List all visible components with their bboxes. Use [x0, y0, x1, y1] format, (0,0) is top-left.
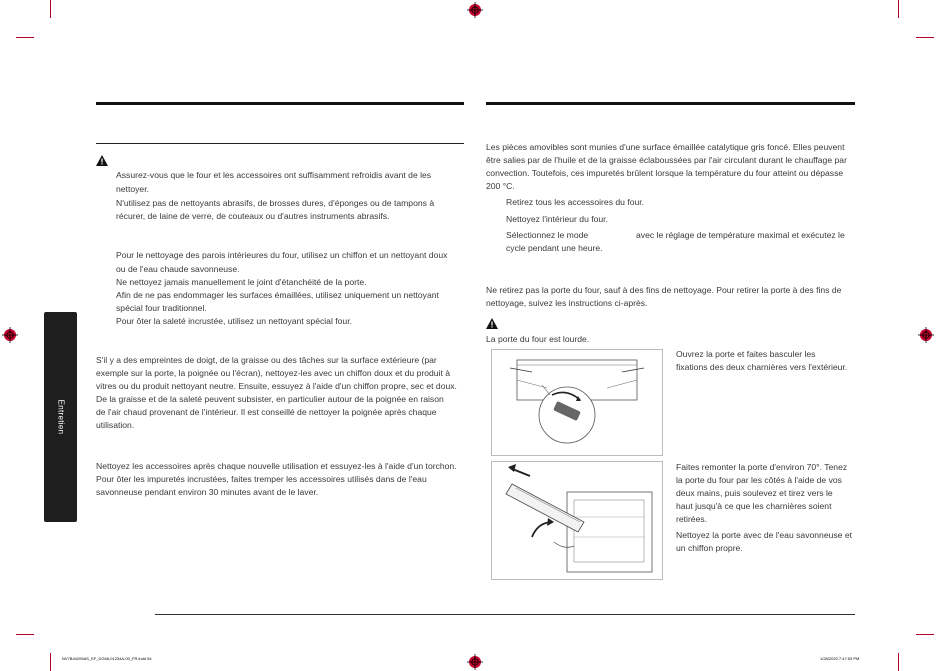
exterior-line: vitres ou du produit nettoyant neutre. Ensuite, essuyez à l'aide d'un chiffon propre, sec et doux.	[96, 381, 457, 391]
interior-line: spécial four traditionnel.	[116, 303, 207, 313]
warning-line: Assurez-vous que le four et les accessoires ont suffisamment refroidis avant de les	[116, 170, 432, 180]
side-tab	[44, 312, 77, 522]
fig2-text-line: un chiffon propre.	[676, 543, 743, 553]
registration-mark-icon	[918, 327, 934, 343]
step-3-end: avec le réglage de température maximal et exécutez le	[636, 230, 845, 240]
registration-mark-icon	[2, 327, 18, 343]
interior-line: Pour le nettoyage des parois intérieures du four, utilisez un chiffon et un nettoyant doux	[116, 250, 448, 260]
crop-mark	[898, 653, 899, 671]
crop-mark	[898, 0, 899, 18]
fig1-text-line: Ouvrez la porte et faites basculer les	[676, 349, 816, 359]
registration-mark-icon	[467, 654, 483, 670]
step-3-start: Sélectionnez le mode	[506, 230, 589, 240]
fig2-text-line: Nettoyez la porte avec de l'eau savonneuse et	[676, 530, 853, 540]
exterior-line: utilisation.	[96, 420, 135, 430]
footer-date: 1/28/2020 7:47:53 PM	[820, 656, 860, 661]
fig2-text-line: la porte du four par les côtés à l'aide de vos	[676, 475, 842, 485]
interior-line: ou de l'eau chaude savonneuse.	[116, 264, 240, 274]
step-2: Nettoyez l'intérieur du four.	[506, 214, 608, 224]
interior-line: Afin de ne pas endommager les surfaces émaillées, utilisez uniquement un nettoyant	[116, 290, 439, 300]
fig2-text-line: Faites remonter la porte d'environ 70°. Tenez	[676, 462, 848, 472]
crop-mark	[50, 653, 51, 671]
fig2-text-line: haut jusqu'à ce que les charnières soient	[676, 501, 832, 511]
fig2-text-line: deux mains, puis soulevez et tirez vers le	[676, 488, 833, 498]
interior-line: Pour ôter la saleté incrustée, utilisez un nettoyant spécial four.	[116, 316, 352, 326]
warning-icon	[96, 155, 108, 166]
accessories-line: savonneuse pendant environ 30 minutes avant de le laver.	[96, 487, 319, 497]
exterior-line: De la graisse et de la saleté peuvent subsister, en particulier autour de la poignée en raison	[96, 394, 444, 404]
warning-line: N'utilisez pas de nettoyants abrasifs, de brosses dures, d'éponges ou de tampons à	[116, 198, 435, 208]
crop-mark	[50, 0, 51, 18]
section-rule	[96, 102, 464, 105]
accessories-line: Pour ôter les impuretés incrustées, faites tremper les accessoires utilisés dans de l'eau	[96, 474, 427, 484]
footer-rule	[155, 614, 855, 615]
crop-mark	[916, 37, 934, 38]
catalytic-line: convection. Toutefois, ces impuretés brûlent lorsque la température du four atteint ou dépasse	[486, 168, 844, 178]
catalytic-line: Les pièces amovibles sont munies d'une surface émaillée catalytique gris foncé. Elles peuvent	[486, 142, 845, 152]
hinge-figure	[491, 349, 663, 456]
section-rule	[486, 102, 855, 105]
fig1-text-line: fixations des deux charnières vers l'extérieur.	[676, 362, 848, 372]
door-heavy-warning: La porte du four est lourde.	[486, 334, 590, 344]
fig2-text-line: retirées.	[676, 514, 708, 524]
exterior-line: de l'air chaud provenant de l'intérieur. Il est conseillé de nettoyer la poignée après chaque	[96, 407, 437, 417]
hinge-illustration	[492, 350, 662, 455]
warning-line: récurer, de laine de verre, de couteaux ou d'autres instruments abrasifs.	[116, 211, 390, 221]
step-3-cont: cycle pendant une heure.	[506, 243, 603, 253]
warning-line: nettoyer.	[116, 184, 149, 194]
exterior-line: exemple sur la porte, la poignée ou l'écran), nettoyez-les avec un chiffon doux et du produit à	[96, 368, 451, 378]
door-removal-figure	[491, 461, 663, 580]
catalytic-line: 200 °C.	[486, 181, 515, 191]
door-intro-line: Ne retirez pas la porte du four, sauf à des fins de nettoyage. Pour retirer la porte à des fins de	[486, 285, 842, 295]
warning-icon	[486, 318, 498, 329]
crop-mark	[916, 634, 934, 635]
registration-mark-icon	[467, 2, 483, 18]
door-removal-illustration	[492, 462, 662, 579]
catalytic-line: être salies par de l'huile et de la graisse éclaboussées par l'air circulant durant le chauffage par	[486, 155, 847, 165]
subsection-rule	[96, 143, 464, 144]
crop-mark	[16, 37, 34, 38]
footer-file: NV7B44205AS_EF_DG68-01234A-00_FR.indd 54	[62, 656, 152, 661]
interior-line: Ne nettoyez jamais manuellement le joint d'étanchéité de la porte.	[116, 277, 367, 287]
accessories-line: Nettoyez les accessoires après chaque nouvelle utilisation et essuyez-les à l'aide d'un torchon.	[96, 461, 457, 471]
door-intro-line: nettoyage, suivez les instructions ci-après.	[486, 298, 648, 308]
side-tab-label: Entretien	[56, 399, 65, 435]
exterior-line: S'il y a des empreintes de doigt, de la graisse ou des tâches sur la surface extérieure (par	[96, 355, 437, 365]
step-1: Retirez tous les accessoires du four.	[506, 197, 645, 207]
crop-mark	[16, 634, 34, 635]
